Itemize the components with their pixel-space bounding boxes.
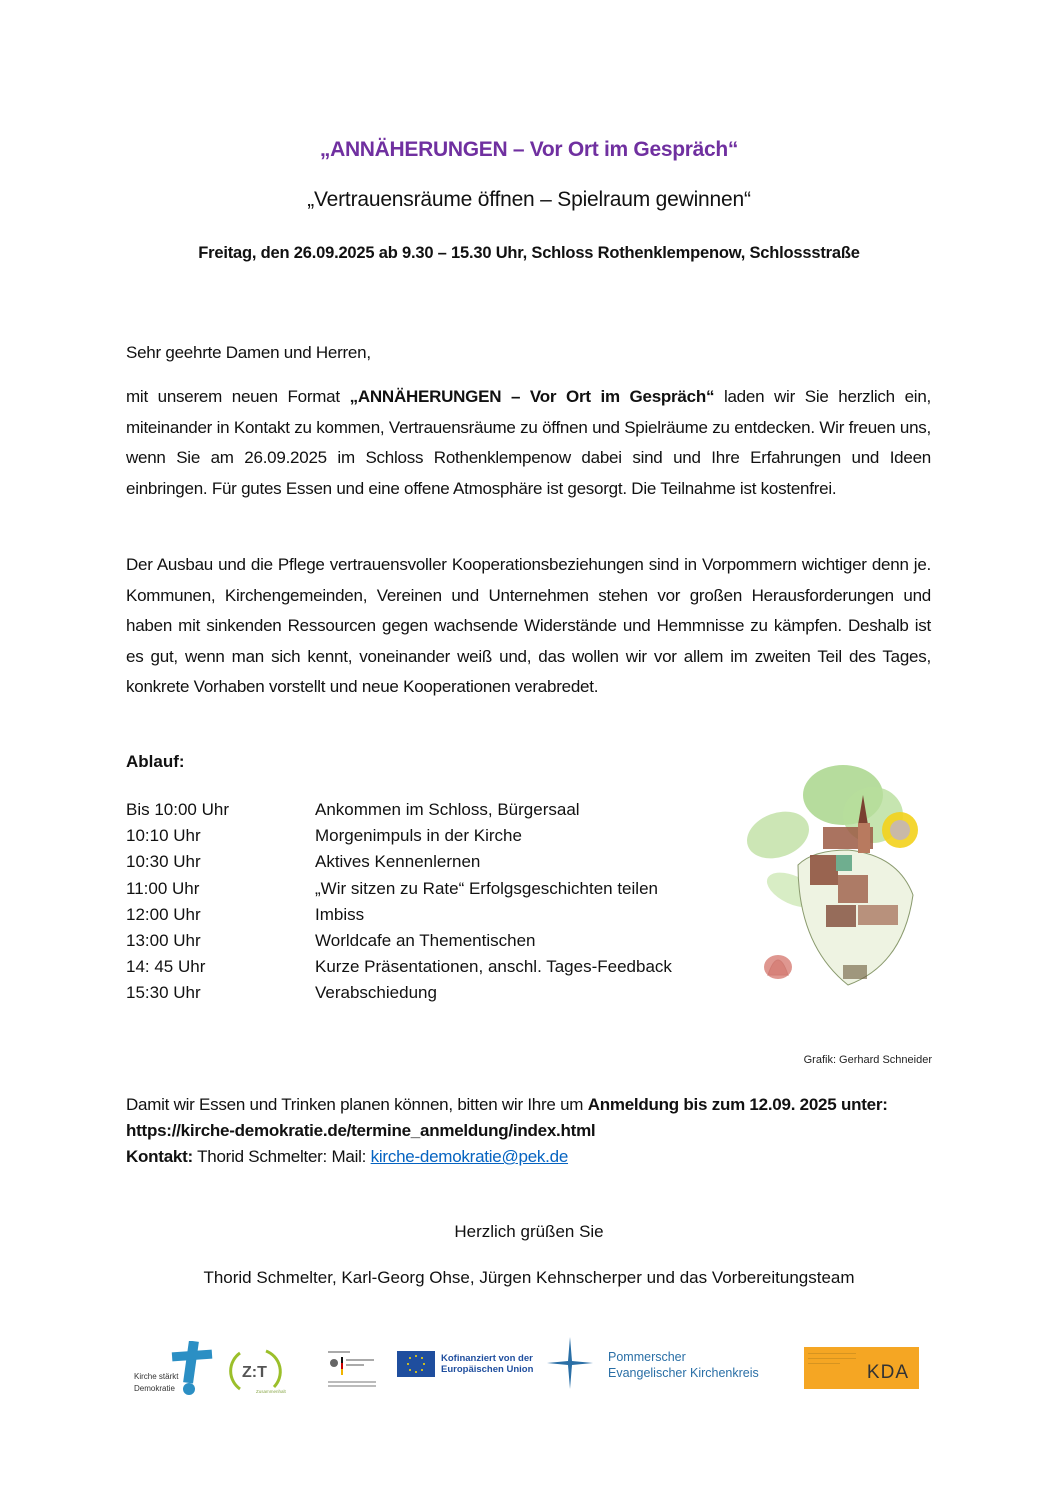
schedule-activity: Kurze Präsentationen, anschl. Tages-Feedback <box>315 957 672 977</box>
schedule-row <box>126 928 672 954</box>
closing-signers: Thorid Schmelter, Karl-Georg Ohse, Jürgen Kehnscherper und das Vorbereitungsteam <box>203 1268 855 1287</box>
schedule-activity: Morgenimpuls in der Kirche <box>315 826 522 846</box>
turnip-village-illustration <box>738 755 946 1020</box>
svg-text:Demokratie: Demokratie <box>134 1384 175 1393</box>
schedule-activity: „Wir sitzen zu Rate“ Erfolgsgeschichten teilen <box>315 878 658 898</box>
zusammenhalt-durch-teilhabe-logo <box>228 1347 288 1399</box>
svg-text:Z:T: Z:T <box>242 1364 267 1381</box>
schedule-row <box>126 797 672 823</box>
schedule-row <box>126 849 672 875</box>
intro-text: mit unserem neuen Format <box>126 387 350 406</box>
document-subtitle: „Vertrauensräume öffnen – Spielraum gewinnen“ <box>307 188 751 211</box>
event-dateline: Freitag, den 26.09.2025 ab 9.30 – 15.30 Uhr, Schloss Rothenklempenow, Schlossstraße <box>198 244 860 262</box>
kda-logo <box>804 1347 919 1389</box>
svg-text:Zusammenhalt: Zusammenhalt <box>256 1389 286 1394</box>
closing-greeting: Herzlich grüßen Sie <box>454 1222 604 1241</box>
salutation: Sehr geehrte Damen und Herren, <box>126 343 371 362</box>
contact-email-link[interactable]: kirche-demokratie@pek.de <box>370 1147 569 1166</box>
kda-mark: KDA <box>866 1362 909 1383</box>
schedule-row <box>126 876 672 902</box>
schedule-time: 10:10 Uhr <box>126 826 201 846</box>
eu-flag-icon <box>397 1351 435 1377</box>
schedule-time: 10:30 Uhr <box>126 852 201 872</box>
contact-text: Thorid Schmelter: Mail: <box>192 1147 371 1166</box>
eu-cofinanced-logo <box>397 1349 542 1379</box>
intro-paragraph <box>126 382 931 504</box>
intro-rest: laden wir Sie herzlich ein, miteinander in Kontakt zu kommen, Vertrauensräume zu öffnen und Spielräume zu entdecken. Wir freuen uns, wenn Sie am 26.09.2025 im Schloss Rothenklempenow dabei sind und Ihre Erfahrungen und Ideen einbringen. Für gutes Essen und eine offene Atmosphäre ist gesorgt. Die Teilnahme ist kostenfrei. <box>126 387 932 498</box>
schedule-time: 11:00 Uhr <box>126 878 200 898</box>
schedule-list <box>126 797 672 1007</box>
eu-logo-text: Kofinanziert von der Europäischen Union <box>441 1353 534 1375</box>
schedule-heading: Ablauf: <box>126 752 185 771</box>
kda-small-text: ———————————— ———————————— ———————— <box>808 1350 856 1365</box>
schedule-row <box>126 980 672 1006</box>
schedule-activity: Aktives Kennenlernen <box>315 852 481 872</box>
schedule-time: 15:30 Uhr <box>126 983 201 1003</box>
schedule-time: Bis 10:00 Uhr <box>126 800 229 819</box>
pek-cross-icon <box>547 1337 593 1389</box>
kirche-staerkt-demokratie-logo <box>134 1341 216 1396</box>
schedule-row <box>126 954 672 980</box>
schedule-activity: Ankommen im Schloss, Bürgersaal <box>315 800 580 819</box>
schedule-row <box>126 902 672 928</box>
schedule-row <box>126 823 672 849</box>
intro-format-name: „ANNÄHERUNGEN – Vor Ort im Gespräch“ <box>349 387 715 406</box>
schedule-activity: Verabschiedung <box>315 983 437 1003</box>
registration-deadline: Anmeldung bis zum 12.09. 2025 unter: https://kirche-demokratie.de/termine_anmeldung/index.html <box>126 1095 888 1140</box>
schedule-time: 14: 45 Uhr <box>126 957 206 977</box>
sponsor-logos <box>0 1335 1058 1405</box>
registration-text: Damit wir Essen und Trinken planen können, bitten wir Ihre um <box>126 1095 588 1114</box>
ksd-logo-text: Kirche stärkt <box>134 1372 179 1381</box>
schedule-activity: Worldcafe an Thementischen <box>315 930 536 950</box>
federal-ministry-logo <box>326 1347 382 1391</box>
illustration-credit: Grafik: Gerhard Schneider <box>803 1054 932 1066</box>
schedule-activity: Imbiss <box>315 904 365 924</box>
contact-label: Kontakt: <box>126 1147 193 1166</box>
document-title: „ANNÄHERUNGEN – Vor Ort im Gespräch“ <box>319 138 739 161</box>
schedule-time: 12:00 Uhr <box>126 904 201 924</box>
context-paragraph: Der Ausbau und die Pflege vertrauensvoller Kooperationsbeziehungen sind in Vorpommern wichtiger denn je. Kommunen, Kirchengemeinden, Vereinen und Unternehmen stehen vor großen Herausforderungen und haben mit sinkenden Ressourcen gegen wachsende Widerstände und Hemmnisse zu kämpfen. Deshalb ist es gut, wenn man sich kennt, voneinander weiß und, das wollen wir vor allem im zweiten Teil des Tages, konkrete Vorhaben vorstellt und neue Kooperationen verabredet. <box>126 555 931 696</box>
pek-logo-text: Pommerscher Evangelischer Kirchenkreis <box>608 1350 759 1380</box>
registration-info <box>126 1092 946 1170</box>
schedule-time: 13:00 Uhr <box>126 930 201 950</box>
